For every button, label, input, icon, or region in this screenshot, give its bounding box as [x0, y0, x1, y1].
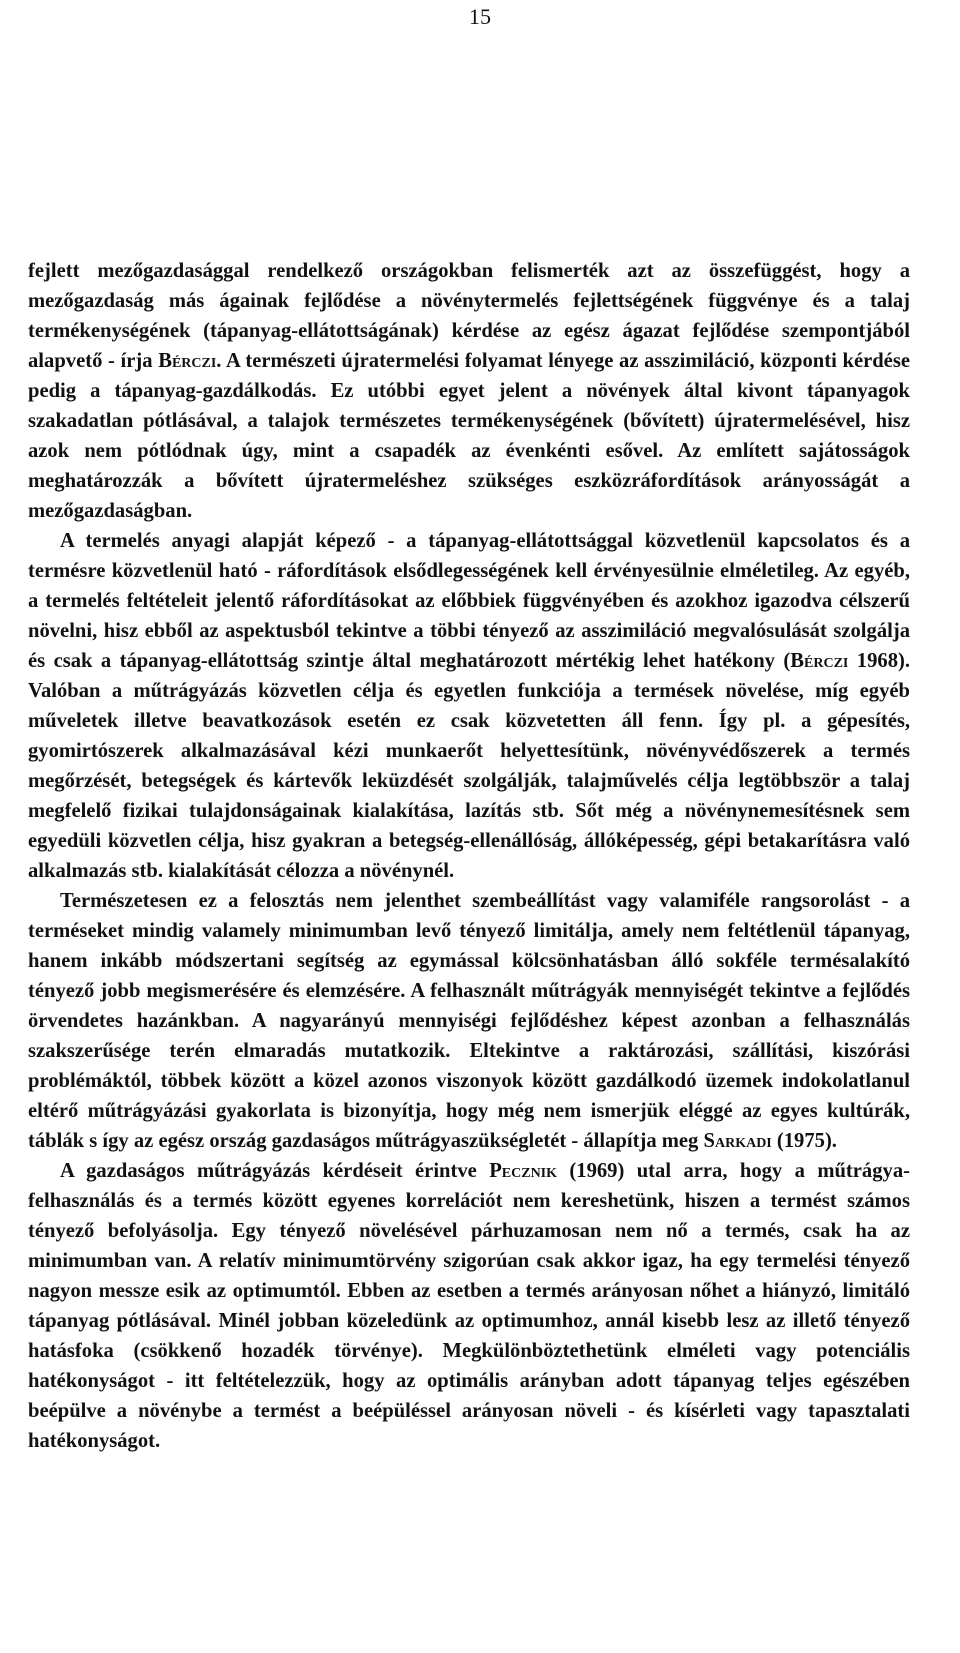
author-name: Pecznik: [489, 1160, 558, 1182]
author-name: Sarkadi: [703, 1130, 772, 1152]
paragraph: [28, 526, 910, 886]
paragraph-text: fejlett mezőgazdasággal rendelkező országokban felismerték azt az összefüggést, hogy a mezőgazdaság más ágainak fejlődése a növénytermelés fejlettségének függvénye és a talaj termékenységének (tápanyag-ellátottságának) kérdése az egész ágazat fejlődése szempontjából alapvető - írja: [28, 260, 910, 372]
paragraph-text: A termelés anyagi alapját képező - a tápanyag-ellátottsággal közvetlenül kapcsolatos és a termésre közvetlenül ható - ráfordítások elsődlegességének kell érvényesülnie elméletileg. Az egyéb, a termelés feltételeit jelentő ráfordításokat az előbbiek függvényében és azokhoz igazodva célszerű növelni, hisz ebből az aspektusból tekintve a többi tényező az asszimiláció megvalósulását szolgálja és csak a tápanyag-ellátottság szintje által meghatározott mértékig lehet hatékony (: [28, 530, 910, 672]
author-name: Bérczi: [158, 350, 217, 372]
paragraph-text: A gazdaságos műtrágyázás kérdéseit érintve: [60, 1160, 490, 1182]
page-number: 15: [469, 4, 491, 29]
paragraph: [28, 256, 910, 526]
paragraph-text: . A természeti újratermelési folyamat lényege az asszimiláció, központi kérdése pedig a tápanyag-gazdálkodás. Ez utóbbi egyet jelent a növények által kivont tápanyagok szakadatlan pótlásával, a talajok természetes termékenységének (bővített) újratermelésével, hisz azok nem pótlódnak úgy, mint a csapadék az évenkénti esővel. Az említett sajátosságok meghatározzák a bővített újratermeléshez szükséges eszközráfordítások arányosságát a mezőgazdaságban.: [28, 350, 910, 522]
paragraph-text: Természetesen ez a felosztás nem jelenthet szembeállítást vagy valamiféle rangsorolást - a terméseket mindig valamely minimumban levő tényező limitálja, amely nem feltétlenül tápanyag, hanem inkább módszertani segítség az egymással kölcsönhatásban álló sokféle termésalakító tényező jobb megismerésére és elemzésére. A felhasznált műtrágyák mennyiségét tekintve a fejlődés örvendetes hazánkban. A nagyarányú mennyiségi fejlődéshez képest azonban a felhasználás szakszerűsége terén elmaradás mutatkozik. Eltekintve a raktározási, szállítási, kiszórási problémáktól, többek között a közel azonos viszonyok között gazdálkodó üzemek indokolatlanul eltérő műtrágyázási gyakorlata is bizonyítja, hogy még nem ismerjük eléggé az egyes kultúrák, táblák s így az egész ország gazdaságos műtrágyaszükségletét - állapítja meg: [28, 890, 910, 1152]
paragraph-text: (1975).: [771, 1130, 837, 1152]
author-name: Bérczi: [790, 650, 849, 672]
paragraph-text: (1969) utal arra, hogy a műtrágya-felhasználás és a termés között egyenes korrelációt nem kereshetünk, hiszen a termést számos tényező befolyásolja. Egy tényező növelésével párhuzamosan nem nő a termés, csak ha az minimumban van. A relatív minimumtörvény szigorúan csak akkor igaz, ha egy termelési tényező nagyon messze esik az optimumtól. Ebben az esetben a termés arányosan nőhet a hiányzó, limitáló tápanyag pótlásával. Minél jobban közeledünk az optimumhoz, annál kisebb lesz az illető tényező hatásfoka (csökkenő hozadék törvénye). Megkülönböztethetünk elméleti vagy potenciális hatékonyságot - itt feltételezzük, hogy az optimális arányban adott tápanyag teljes egészében beépülve a növénybe a termést a beépüléssel arányosan növeli - és kísérleti vagy tapasztalati hatékonyságot.: [28, 1160, 910, 1452]
paragraph: [28, 886, 910, 1156]
body-text: [28, 256, 910, 1456]
paragraph-text: 1968). Valóban a műtrágyázás közvetlen célja és egyetlen funkciója a termések növelése, míg egyéb műveletek illetve beavatkozások esetén ez csak közvetetten áll fenn. Így pl. a gépesítés, gyomirtószerek alkalmazásával kézi munkaerőt helyettesítünk, növényvédőszerek a termés megőrzését, betegségek és kártevők leküzdését szolgálják, talajművelés célja legtöbbször a talaj megfelelő fizikai tulajdonságainak kialakítása, lazítás stb. Sőt még a növénynemesítésnek sem egyedüli közvetlen célja, hisz gyakran a betegség-ellenállóság, állóképesség, gépi betakarításra való alkalmazás stb. kialakítását célozza a növénynél.: [28, 650, 911, 882]
paragraph: [28, 1156, 910, 1456]
